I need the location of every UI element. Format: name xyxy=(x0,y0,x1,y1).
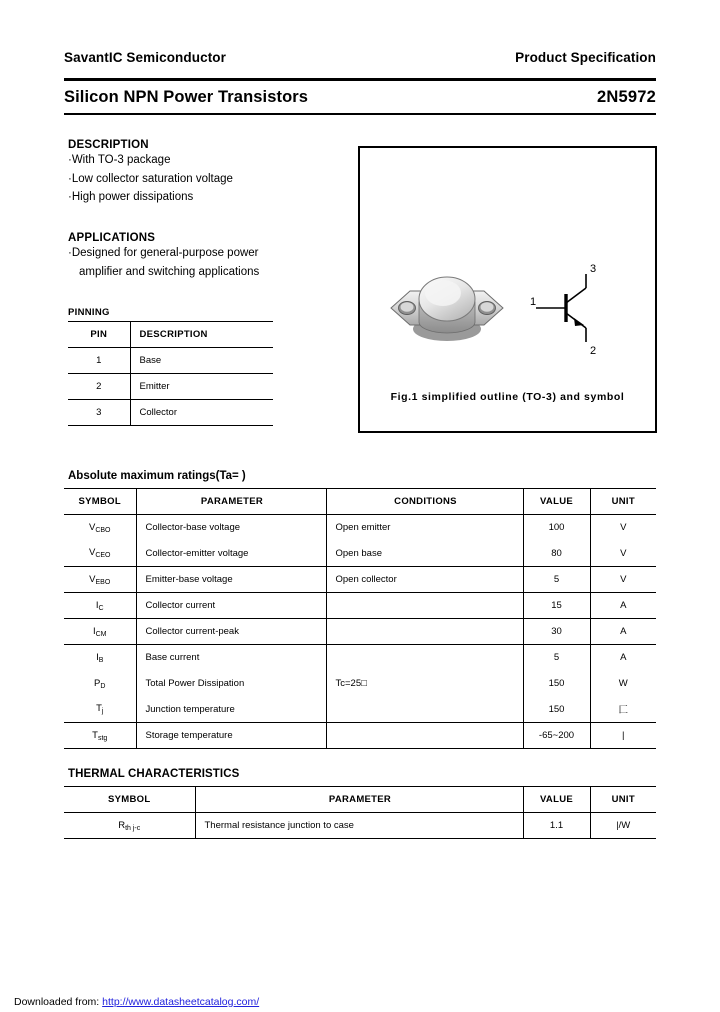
absolute-max-title: Absolute maximum ratings(Ta= ) xyxy=(68,470,246,482)
rating-conditions: Open base xyxy=(326,541,523,567)
rating-parameter: Collector current-peak xyxy=(136,619,326,645)
header-rule-top xyxy=(64,78,656,81)
col-value: VALUE xyxy=(523,787,590,813)
table-row xyxy=(64,697,656,723)
header-rule-bottom xyxy=(64,113,656,115)
rating-unit: V xyxy=(620,522,627,534)
part-number: 2N5972 xyxy=(597,88,656,106)
emitter-arrow-icon xyxy=(574,318,584,326)
description-section xyxy=(68,139,233,207)
table-row xyxy=(64,723,656,749)
col-unit: UNIT xyxy=(611,496,635,507)
figure-panel xyxy=(358,146,657,433)
rating-parameter: Storage temperature xyxy=(136,723,326,749)
document-type: Product Specification xyxy=(515,50,656,65)
rating-conditions: Open collector xyxy=(326,567,523,593)
rating-value: 80 xyxy=(523,541,590,567)
footer-link[interactable]: http://www.datasheetcatalog.com/ xyxy=(102,996,260,1008)
rating-parameter: Total Power Dissipation xyxy=(136,671,326,697)
rating-value: 15 xyxy=(523,593,590,619)
rating-symbol: $T_j$ xyxy=(64,697,136,723)
thermal-value: 1.1 xyxy=(523,813,590,839)
footer xyxy=(14,996,259,1008)
symbol-pin-label-emitter: 2 xyxy=(590,345,597,356)
rating-conditions xyxy=(326,645,523,671)
pinning-table xyxy=(68,321,273,426)
absolute-max-table xyxy=(64,488,656,749)
thermal-unit: |/W xyxy=(616,820,631,831)
rating-parameter: Emitter-base voltage xyxy=(136,567,326,593)
rating-parameter: Collector current xyxy=(136,593,326,619)
table-row xyxy=(68,400,273,426)
rating-unit: | xyxy=(590,723,656,749)
page-title: Silicon NPN Power Transistors xyxy=(64,88,309,106)
rating-parameter: Collector-base voltage xyxy=(136,515,326,541)
applications-section xyxy=(68,232,259,281)
table-row xyxy=(64,619,656,645)
col-parameter: PARAMETER xyxy=(195,787,523,813)
pinning-col-pin: PIN xyxy=(68,322,130,348)
document-header xyxy=(64,50,656,65)
table-header-row xyxy=(64,489,656,515)
rating-symbol: $V_{CEO}$ xyxy=(64,541,136,567)
col-conditions: CONDITIONS xyxy=(326,489,523,515)
rating-conditions xyxy=(326,593,523,619)
rating-symbol: $I_{CM}$ xyxy=(64,619,136,645)
table-header-row xyxy=(64,787,656,813)
col-parameter: PARAMETER xyxy=(136,489,326,515)
description-item: ·High power dissipations xyxy=(68,191,194,203)
pin-number: 1 xyxy=(68,348,130,374)
applications-heading: APPLICATIONS xyxy=(68,232,156,244)
rating-unit: A xyxy=(590,593,656,619)
description-heading: DESCRIPTION xyxy=(68,139,149,151)
applications-line-2: amplifier and switching applications xyxy=(79,265,260,278)
rating-unit: 匚 xyxy=(590,697,656,723)
rating-unit: A xyxy=(590,619,656,645)
symbol-pin-label-base: 1 xyxy=(530,296,537,308)
table-row xyxy=(64,813,656,839)
rating-value: 150 xyxy=(523,697,590,723)
pin-description: Collector xyxy=(130,400,273,426)
pinning-heading: PINNING xyxy=(68,307,110,318)
pinning-section xyxy=(68,307,273,426)
table-row xyxy=(64,515,656,541)
absolute-max-table-container xyxy=(64,488,656,749)
thermal-table-container xyxy=(64,786,656,839)
table-header-row xyxy=(68,322,273,348)
rating-unit: A xyxy=(620,652,627,664)
table-row xyxy=(64,541,656,567)
rating-parameter: Junction temperature xyxy=(136,697,326,723)
rating-parameter: Collector-emitter voltage xyxy=(136,541,326,567)
rating-conditions: Open emitter xyxy=(326,515,523,541)
company-name: SavantIC Semiconductor xyxy=(64,50,226,65)
rating-symbol: $P_D$ xyxy=(64,671,136,697)
rating-symbol: $I_B$ xyxy=(64,645,136,671)
thermal-parameter: Thermal resistance junction to case xyxy=(195,813,523,839)
col-value: VALUE xyxy=(523,489,590,515)
pin-number: 2 xyxy=(68,374,130,400)
rating-parameter: Base current xyxy=(136,645,326,671)
table-row xyxy=(68,374,273,400)
footer-label: Downloaded from: xyxy=(14,996,103,1008)
to3-package-image xyxy=(388,266,506,348)
thermal-title: THERMAL CHARACTERISTICS xyxy=(68,768,240,780)
rating-value: 5 xyxy=(523,645,590,671)
rating-symbol: $V_{EBO}$ xyxy=(64,567,136,593)
applications-line-1: ·Designed for general-purpose power xyxy=(68,247,259,259)
rating-value: 30 xyxy=(523,619,590,645)
table-row xyxy=(68,348,273,374)
rating-value: -65~200 xyxy=(523,723,590,749)
col-symbol: SYMBOL xyxy=(64,787,195,813)
pin-description: Base xyxy=(130,348,273,374)
table-row xyxy=(64,567,656,593)
rating-symbol: $T_{stg}$ xyxy=(64,723,136,749)
rating-unit: W xyxy=(618,678,628,689)
rating-conditions xyxy=(326,697,523,723)
table-row xyxy=(64,645,656,671)
figure-caption: Fig.1 simplified outline (TO-3) and symbol xyxy=(390,391,625,403)
thermal-symbol: $R_{th j-c}$ xyxy=(64,813,195,839)
rating-conditions xyxy=(326,723,523,749)
rating-unit: V xyxy=(590,567,656,593)
rating-symbol: $V_{CBO}$ xyxy=(64,515,136,541)
pinning-col-desc: DESCRIPTION xyxy=(130,322,273,348)
table-row xyxy=(64,671,656,697)
pin-number: 3 xyxy=(68,400,130,426)
col-unit: UNIT xyxy=(611,794,635,805)
description-item: ·With TO-3 package xyxy=(68,154,171,166)
rating-value: 100 xyxy=(523,515,590,541)
table-row xyxy=(64,593,656,619)
rating-symbol: $I_C$ xyxy=(64,593,136,619)
rating-unit: V xyxy=(590,541,656,567)
rating-value: 5 xyxy=(523,567,590,593)
rating-conditions xyxy=(326,619,523,645)
pin-description: Emitter xyxy=(130,374,273,400)
rating-conditions: Tc=25□ xyxy=(326,671,523,697)
col-symbol: SYMBOL xyxy=(64,489,136,515)
symbol-pin-label-collector: 3 xyxy=(590,263,597,275)
title-bar xyxy=(64,88,656,107)
thermal-table xyxy=(64,786,656,839)
description-item: ·Low collector saturation voltage xyxy=(68,172,233,185)
rating-value: 150 xyxy=(523,671,590,697)
npn-transistor-symbol xyxy=(528,260,606,356)
